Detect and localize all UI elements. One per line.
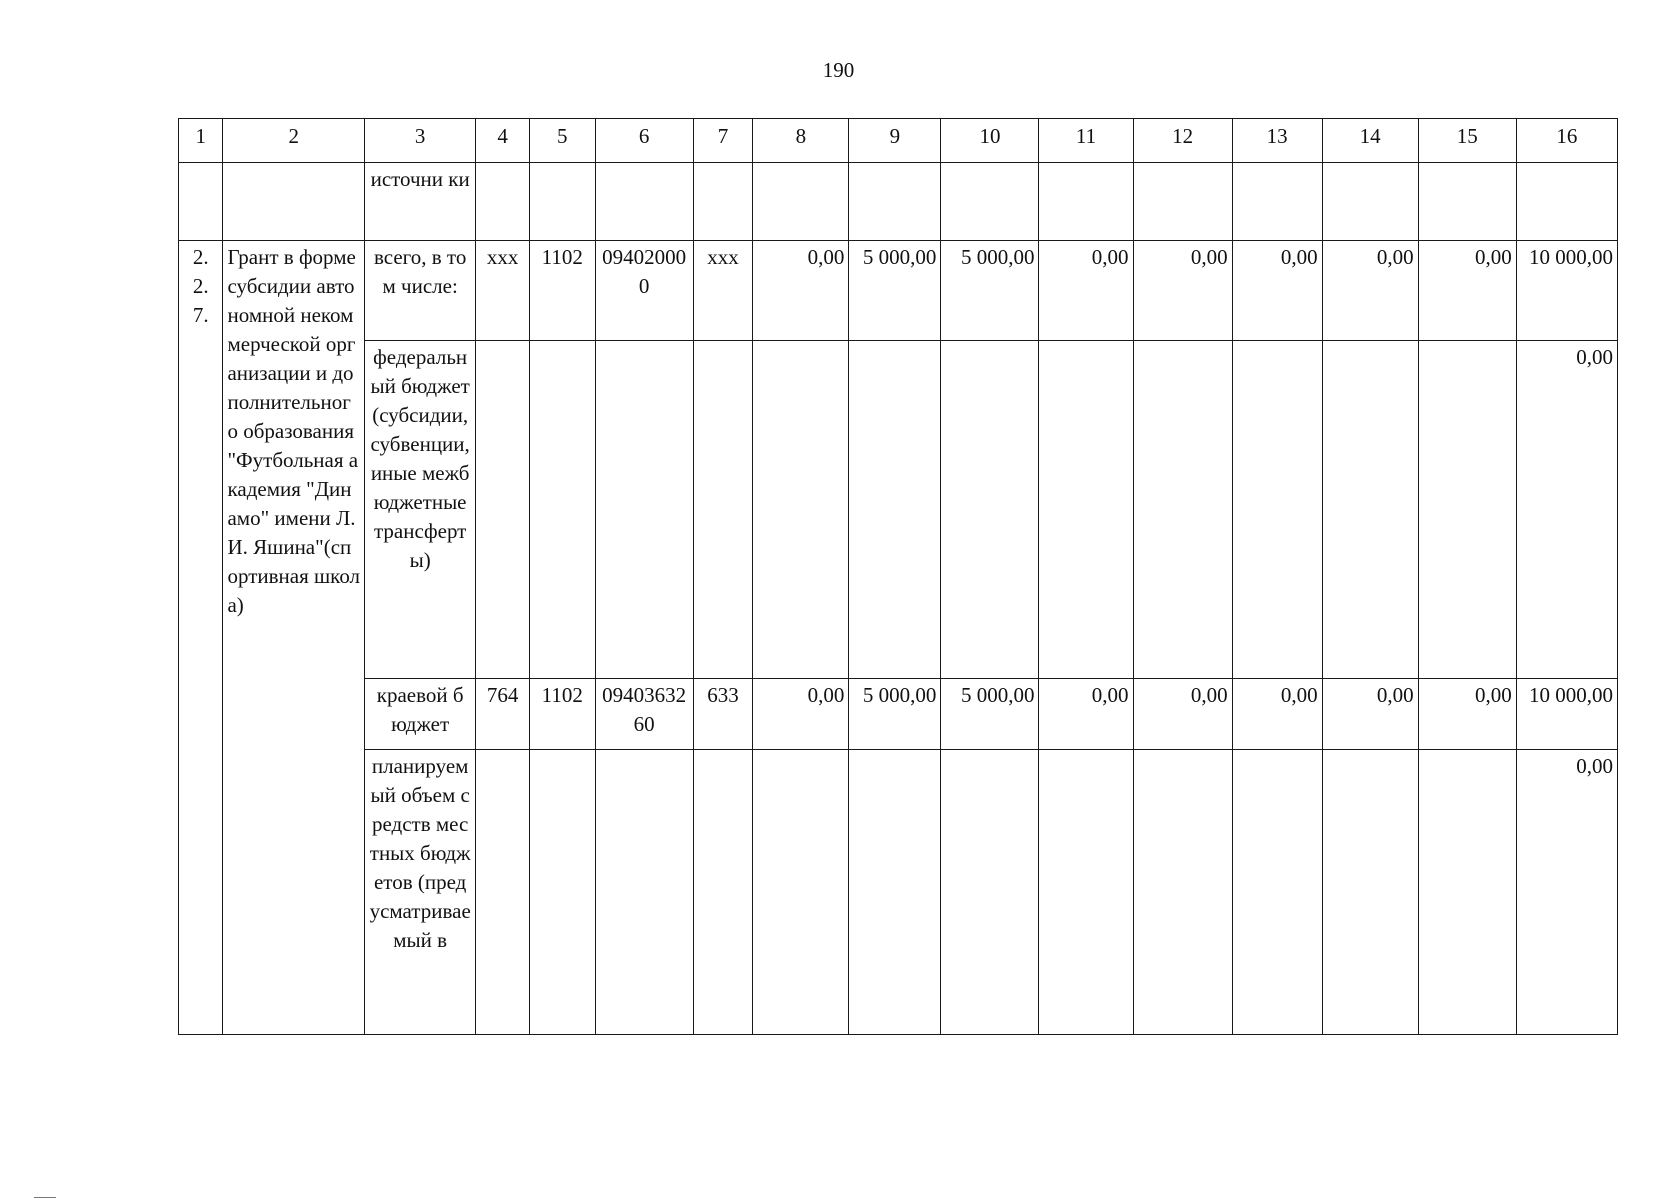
- value-cell: 5 000,00: [941, 679, 1039, 750]
- item-number: 2. 2. 7.: [179, 241, 223, 1035]
- value-cell: 0,00: [1039, 679, 1133, 750]
- header-cell: 1: [179, 119, 223, 163]
- code-cell: 764: [476, 679, 530, 750]
- value-cell: 0,00: [1322, 679, 1418, 750]
- empty-cell: [1039, 750, 1133, 1035]
- empty-cell: [753, 341, 849, 679]
- empty-cell: [1418, 163, 1516, 241]
- local-budget-row: [179, 750, 1618, 1035]
- empty-cell: [595, 163, 693, 241]
- source-label: источни ки: [365, 163, 476, 241]
- empty-cell: [1232, 163, 1322, 241]
- value-cell: 0,00: [1232, 679, 1322, 750]
- empty-cell: [1232, 750, 1322, 1035]
- source-label: федеральный бюджет (субсидии, субвенции, иные межбюджетные трансферты): [365, 341, 476, 679]
- item-name: Грант в форме субсидии автономной некоммерческой организации и дополнительного образования "Футбольная академия "Динамо" имени Л.И. Яшина"(спортивная школа): [223, 241, 365, 1035]
- header-cell: 7: [693, 119, 753, 163]
- empty-cell: [1516, 163, 1617, 241]
- code-cell: 094020000: [595, 241, 693, 341]
- header-cell: 14: [1322, 119, 1418, 163]
- empty-cell: [941, 750, 1039, 1035]
- empty-cell: [223, 163, 365, 241]
- header-cell: 15: [1418, 119, 1516, 163]
- empty-cell: [476, 341, 530, 679]
- code-cell: 1102: [529, 679, 595, 750]
- empty-cell: [1322, 341, 1418, 679]
- header-cell: 11: [1039, 119, 1133, 163]
- empty-cell: [693, 163, 753, 241]
- empty-cell: [1418, 750, 1516, 1035]
- value-cell: 0,00: [1516, 750, 1617, 1035]
- empty-cell: [1133, 750, 1232, 1035]
- header-cell: 2: [223, 119, 365, 163]
- empty-cell: [849, 341, 941, 679]
- empty-cell: [595, 341, 693, 679]
- empty-cell: [693, 341, 753, 679]
- empty-cell: [1039, 341, 1133, 679]
- page-number: 190: [822, 58, 855, 82]
- empty-cell: [849, 750, 941, 1035]
- code-cell: 0940363260: [595, 679, 693, 750]
- empty-cell: [1133, 341, 1232, 679]
- empty-cell: [1322, 163, 1418, 241]
- code-cell: 1102: [529, 241, 595, 341]
- header-cell: 6: [595, 119, 693, 163]
- empty-cell: [753, 163, 849, 241]
- header-cell: 4: [476, 119, 530, 163]
- empty-cell: [753, 750, 849, 1035]
- budget-table: [178, 118, 1618, 1035]
- header-cell: 8: [753, 119, 849, 163]
- value-cell: 0,00: [1039, 241, 1133, 341]
- header-cell: 5: [529, 119, 595, 163]
- value-cell: 0,00: [1232, 241, 1322, 341]
- value-cell: 10 000,00: [1516, 241, 1617, 341]
- empty-cell: [849, 163, 941, 241]
- column-number-row: [179, 119, 1618, 163]
- value-cell: 0,00: [1322, 241, 1418, 341]
- empty-cell: [1039, 163, 1133, 241]
- empty-cell: [693, 750, 753, 1035]
- source-label: краевой бюджет: [365, 679, 476, 750]
- value-cell: 5 000,00: [849, 241, 941, 341]
- regional-row: [179, 679, 1618, 750]
- sources-row: [179, 163, 1618, 241]
- empty-cell: [529, 341, 595, 679]
- empty-cell: [476, 163, 530, 241]
- empty-cell: [1232, 341, 1322, 679]
- source-label: всего, в том числе:: [365, 241, 476, 341]
- empty-cell: [595, 750, 693, 1035]
- empty-cell: [941, 163, 1039, 241]
- empty-cell: [1133, 163, 1232, 241]
- empty-cell: [529, 163, 595, 241]
- code-cell: ххх: [476, 241, 530, 341]
- code-cell: ххх: [693, 241, 753, 341]
- value-cell: 0,00: [1418, 679, 1516, 750]
- header-cell: 12: [1133, 119, 1232, 163]
- empty-cell: [476, 750, 530, 1035]
- value-cell: 10 000,00: [1516, 679, 1617, 750]
- header-cell: 9: [849, 119, 941, 163]
- value-cell: 0,00: [753, 679, 849, 750]
- value-cell: 0,00: [1133, 241, 1232, 341]
- value-cell: 0,00: [753, 241, 849, 341]
- value-cell: 0,00: [1418, 241, 1516, 341]
- empty-cell: [179, 163, 223, 241]
- empty-cell: [529, 750, 595, 1035]
- empty-cell: [1418, 341, 1516, 679]
- empty-cell: [941, 341, 1039, 679]
- federal-row: [179, 341, 1618, 679]
- empty-cell: [1322, 750, 1418, 1035]
- code-cell: 633: [693, 679, 753, 750]
- header-cell: 3: [365, 119, 476, 163]
- source-label: планируемый объем средств местных бюджетов (предусматриваемый в: [365, 750, 476, 1035]
- header-cell: 16: [1516, 119, 1617, 163]
- value-cell: 0,00: [1516, 341, 1617, 679]
- value-cell: 5 000,00: [941, 241, 1039, 341]
- header-cell: 10: [941, 119, 1039, 163]
- value-cell: 5 000,00: [849, 679, 941, 750]
- total-row: [179, 241, 1618, 341]
- scan-mark: [34, 1197, 56, 1198]
- header-cell: 13: [1232, 119, 1322, 163]
- value-cell: 0,00: [1133, 679, 1232, 750]
